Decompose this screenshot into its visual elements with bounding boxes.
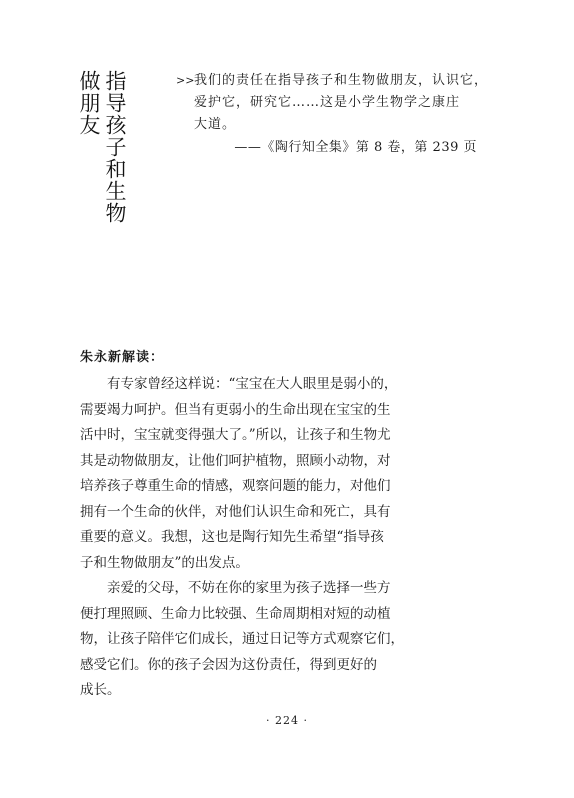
text-line: 感受它们。你的孩子会因为这份责任，得到更好的 [80,656,377,673]
commentary-body [80,372,410,704]
text-line: 便打理照顾、生命力比较强、生命周期相对短的动植 [80,605,391,622]
text-line: 有专家曾经这样说：“宝宝在大人眼里是弱小的， [80,376,398,392]
quote-source: ——《陶行知全集》第 8 卷，第 239 页 [234,140,477,155]
text-line: 需要竭力呵护。但当有更弱小的生命出现在宝宝的生 [80,401,391,418]
text-line: 物，让孩子陪伴它们成长，通过日记等方式观察它们， [80,631,404,647]
text-line: 其是动物做朋友，让他们呵护植物，照顾小动物，对 [80,452,391,469]
text-line: 培养孩子尊重生命的情感，观察问题的能力，对他们 [80,478,391,494]
quote-marker-icon: >> [176,74,195,87]
text-line: 成长。 [80,682,121,698]
text-line: 重要的意义。我想，这也是陶行知先生希望“指导孩 [80,529,384,545]
chapter-title-line-2: 做朋友 [77,70,101,136]
quote-line: 爱护它，研究它……这是小学生物学之康庄 [194,95,461,110]
text-line: 活中时，宝宝就变得强大了。”所以，让孩子和生物尤 [80,427,391,443]
commentary-author: 朱永新解读： [80,350,165,365]
quote-line: 我们的责任在指导孩子和生物做朋友，认识它， [194,73,489,88]
quote-line: 大道。 [194,117,237,132]
text-line: 子和生物做朋友”的出发点。 [80,554,249,571]
epigraph-quote [176,70,489,159]
paragraph-2 [80,576,410,704]
paragraph-1 [80,372,410,576]
page-number: · 224 · [266,714,308,727]
text-line: 亲爱的父母，不妨在你的家里为孩子选择一些方 [80,580,391,596]
chapter-title-line-1: 指导孩子和生物 [103,70,127,224]
text-line: 拥有一个生命的伙伴，对他们认识生命和死亡，具有 [80,503,391,520]
